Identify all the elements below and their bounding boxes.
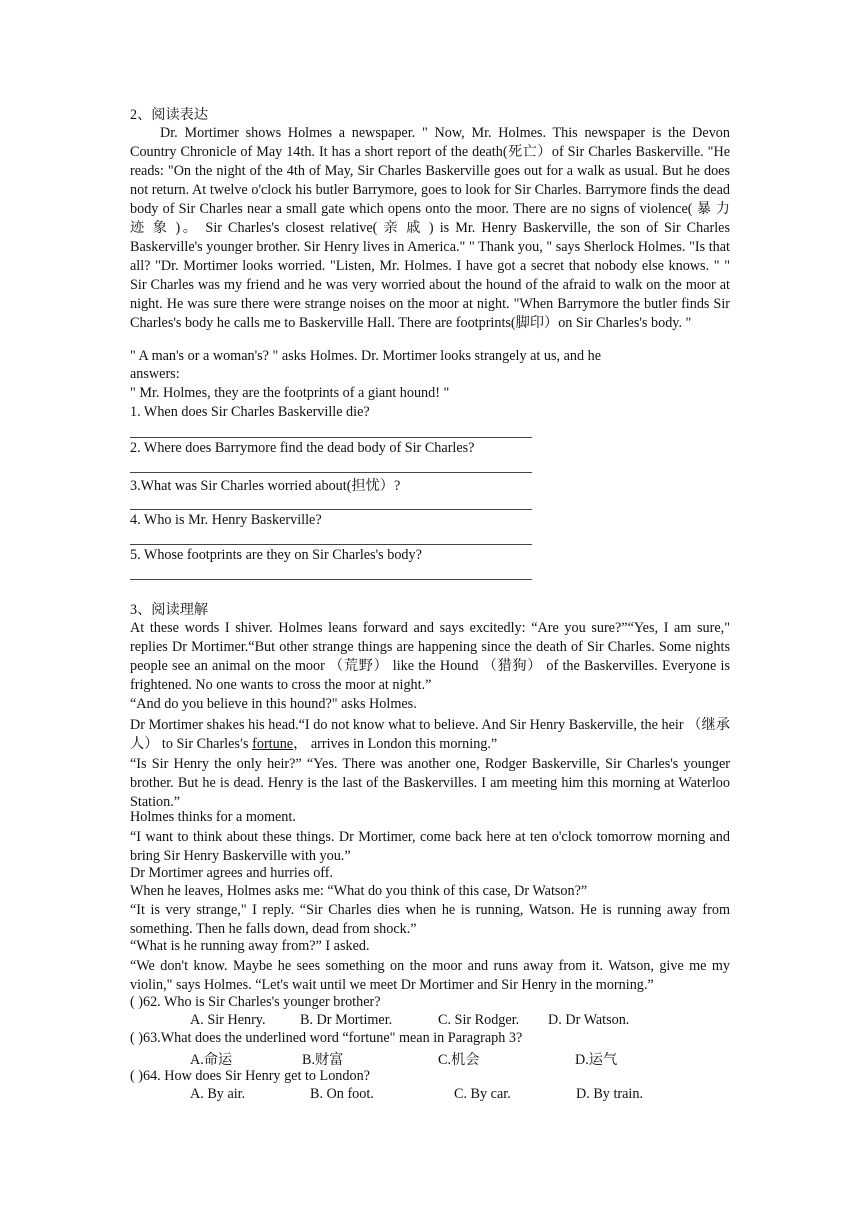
mcq-64-option-c[interactable]: C. By car. [454, 1086, 511, 1102]
mcq-62-stem: ( )62. Who is Sir Charles's younger brother? [130, 994, 381, 1010]
section-3-paragraph: “It is very strange," I reply. “Sir Charles dies when he is running, Watson. He is running away from something. Then he falls down, dead from shock.” [130, 902, 730, 937]
section-3-paragraph: When he leaves, Holmes asks me: “What do you think of this case, Dr Watson?” [130, 883, 588, 899]
answer-line-3[interactable] [130, 509, 532, 510]
mcq-63-option-b[interactable]: B.财富 [302, 1052, 344, 1068]
mcq-63-option-c[interactable]: C.机会 [438, 1052, 480, 1068]
question-4: 4. Who is Mr. Henry Baskerville? [130, 512, 322, 528]
question-1: 1. When does Sir Charles Baskerville die? [130, 404, 370, 420]
underlined-word: fortune [252, 736, 294, 752]
mcq-63-option-a[interactable]: A.命运 [190, 1052, 233, 1068]
mcq-62-option-c[interactable]: C. Sir Rodger. [438, 1012, 520, 1028]
section-2-title: 2、阅读表达 [130, 107, 209, 123]
question-5: 5. Whose footprints are they on Sir Charles's body? [130, 547, 422, 563]
section-3-paragraph: “What is he running away from?” I asked. [130, 938, 370, 954]
section-3-paragraph: Holmes thinks for a moment. [130, 809, 296, 825]
section-2-passage: Dr. Mortimer shows Holmes a newspaper. " Now, Mr. Holmes. This newspaper is the Devon Country Chronicle of May 14th. It has a short report of the death(死亡）of Sir Charles Baskerville. "He reads: "On the night of the 4th of May, Sir Charles Baskerville goes out for a walk as usual. But he does not return. At twelve o'clock his butler Barrymore, goes to look for Sir Charles. Barrymore finds the dead body of Sir Charles near a small gate which opens onto the moor. There are no signs of violence( 暴 力 迹 象 )。 Sir Charles's closest relative( 亲 戚 ) is Mr. Henry Baskerville, the son of Sir Charles Baskerville's younger brother. Sir Henry lives in America." " Thank you, " says Sherlock Holmes. "Is that all? "Dr. Mortimer looks worried. "Listen, Mr. Holmes. I have got a secret that nobody else knows. " " Sir Charles was my friend and he was very worried about the hound of the afraid to walk on the moor at night. He was sure there were strange noises on the moor at night. "When Barrymore the butler finds Sir Charles's body he calls me to Baskerville Hall. There are footprints(脚印）on Sir Charles's body. " [130, 125, 730, 331]
section-3-paragraph: Dr Mortimer agrees and hurries off. [130, 865, 334, 881]
mcq-62-option-a[interactable]: A. Sir Henry. [190, 1012, 266, 1028]
mcq-62-option-b[interactable]: B. Dr Mortimer. [300, 1012, 393, 1028]
section-3-paragraph: “We don't know. Maybe he sees something on the moor and runs away from it. Watson, give me my violin," says Holmes. “Let's wait until we meet Dr Mortimer and Sir Henry in the morning.” [130, 958, 730, 993]
question-2: 2. Where does Barrymore find the dead body of Sir Charles? [130, 440, 475, 456]
mcq-63-stem: ( )63.What does the underlined word “fortune" mean in Paragraph 3? [130, 1030, 523, 1046]
mcq-64-option-b[interactable]: B. On foot. [310, 1086, 374, 1102]
answer-line-4[interactable] [130, 544, 532, 545]
section-3-paragraph: “And do you believe in this hound?" asks Holmes. [130, 696, 417, 712]
mcq-64-stem: ( )64. How does Sir Henry get to London? [130, 1068, 370, 1084]
mcq-63-option-d[interactable]: D.运气 [575, 1052, 618, 1068]
answer-line-1[interactable] [130, 437, 532, 438]
passage-line: " Mr. Holmes, they are the footprints of a giant hound! " [130, 385, 450, 401]
mcq-62-option-d[interactable]: D. Dr Watson. [548, 1012, 630, 1028]
section-3-title: 3、阅读理解 [130, 602, 209, 618]
mcq-64-option-d[interactable]: D. By train. [576, 1086, 643, 1102]
passage-line: answers: [130, 366, 180, 382]
mcq-64-option-a[interactable]: A. By air. [190, 1086, 246, 1102]
section-3-paragraph: Dr Mortimer shakes his head.“I do not know what to believe. And Sir Henry Baskerville, the heir （继承人） to Sir Charles′s fortune， arrives in London this morning.” [130, 717, 730, 752]
section-3-paragraph: “Is Sir Henry the only heir?” “Yes. There was another one, Rodger Baskerville, Sir Charles's younger brother. But he is dead. Henry is the last of the Baskervilles. I am meeting him this morning at Waterloo Station.” [130, 756, 730, 810]
section-3-paragraph: At these words I shiver. Holmes leans forward and says excitedly: “Are you sure?”“Yes, I am sure," replies Dr Mortimer.“But other strange things are happening since the death of Sir Charles. Some nights people see an animal on the moor （荒野） like the Hound （猎狗） of the Baskervilles. Everyone is frightened. No one wants to cross the moor at night.” [130, 620, 730, 693]
answer-line-5[interactable] [130, 579, 532, 580]
section-3-paragraph: “I want to think about these things. Dr Mortimer, come back here at ten o'clock tomorrow morning and bring Sir Henry Baskerville with you.” [130, 829, 730, 864]
passage-line: " A man's or a woman's? " asks Holmes. Dr. Mortimer looks strangely at us, and he [130, 348, 602, 364]
question-3: 3.What was Sir Charles worried about(担忧）? [130, 478, 401, 494]
answer-line-2[interactable] [130, 472, 532, 473]
